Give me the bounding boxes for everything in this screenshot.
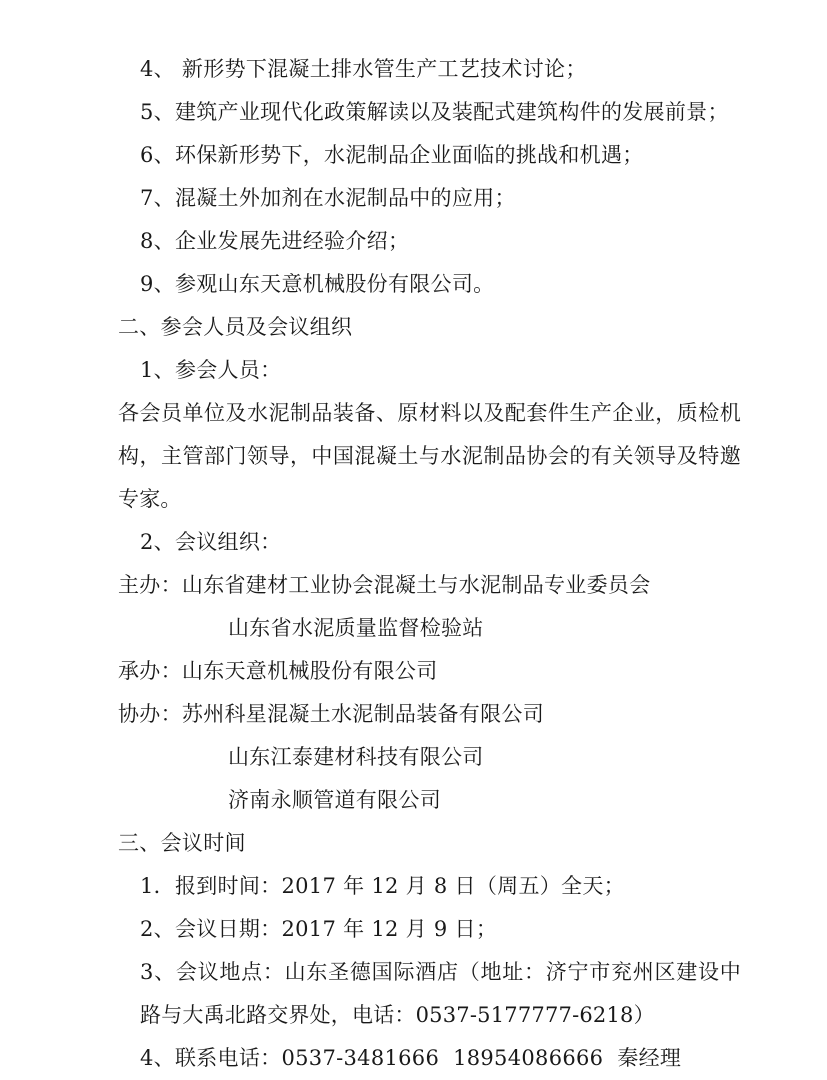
agenda-item-9: 9、参观山东天意机械股份有限公司。: [140, 272, 495, 296]
agenda-item-4: 4、 新形势下混凝土排水管生产工艺技术讨论；: [140, 57, 587, 81]
section-two-sub1-body: 各会员单位及水泥制品装备、原材料以及配套件生产企业，质检机构，主管部门领导，中国混凝土与水泥制品协会的有关领导及特邀专家。: [118, 401, 741, 511]
section-two-sub2-heading: 2、会议组织：: [140, 530, 282, 554]
agenda-item-6: 6、环保新形势下，水泥制品企业面临的挑战和机遇；: [140, 143, 644, 167]
organizer-coorganizer-line-3: 济南永顺管道有限公司: [228, 788, 441, 812]
organizer-host-line: 主办：山东省建材工业协会混凝土与水泥制品专业委员会: [118, 573, 651, 597]
organizer-undertaker-line: 承办：山东天意机械股份有限公司: [118, 659, 438, 683]
agenda-item-5: 5、建筑产业现代化政策解读以及装配式建筑构件的发展前景；: [140, 100, 729, 124]
organizer-coorganizer-line: 协办：苏州科星混凝土水泥制品装备有限公司: [118, 702, 544, 726]
meeting-date: 2、会议日期：2017 年 12 月 9 日；: [140, 917, 498, 941]
meeting-checkin-time: 1．报到时间：2017 年 12 月 8 日（周五）全天；: [140, 874, 625, 898]
organizer-coorganizer-line-2: 山东江泰建材科技有限公司: [228, 745, 484, 769]
meeting-location: 3、会议地点：山东圣德国际酒店（地址：济宁市兖州区建设中路与大禹北路交界处，电话：0537-5177777-6218）: [140, 960, 741, 1027]
contact-phone: 4、联系电话：0537-3481666 18954086666 秦经理: [140, 1046, 682, 1070]
agenda-item-8: 8、企业发展先进经验介绍；: [140, 229, 410, 253]
organizer-host-line-2: 山东省水泥质量监督检验站: [228, 616, 484, 640]
section-two-sub1-heading: 1、参会人员：: [140, 358, 282, 382]
section-three-heading: 三、会议时间: [118, 831, 246, 855]
agenda-item-7: 7、混凝土外加剂在水泥制品中的应用；: [140, 186, 516, 210]
section-two-heading: 二、参会人员及会议组织: [118, 315, 353, 339]
